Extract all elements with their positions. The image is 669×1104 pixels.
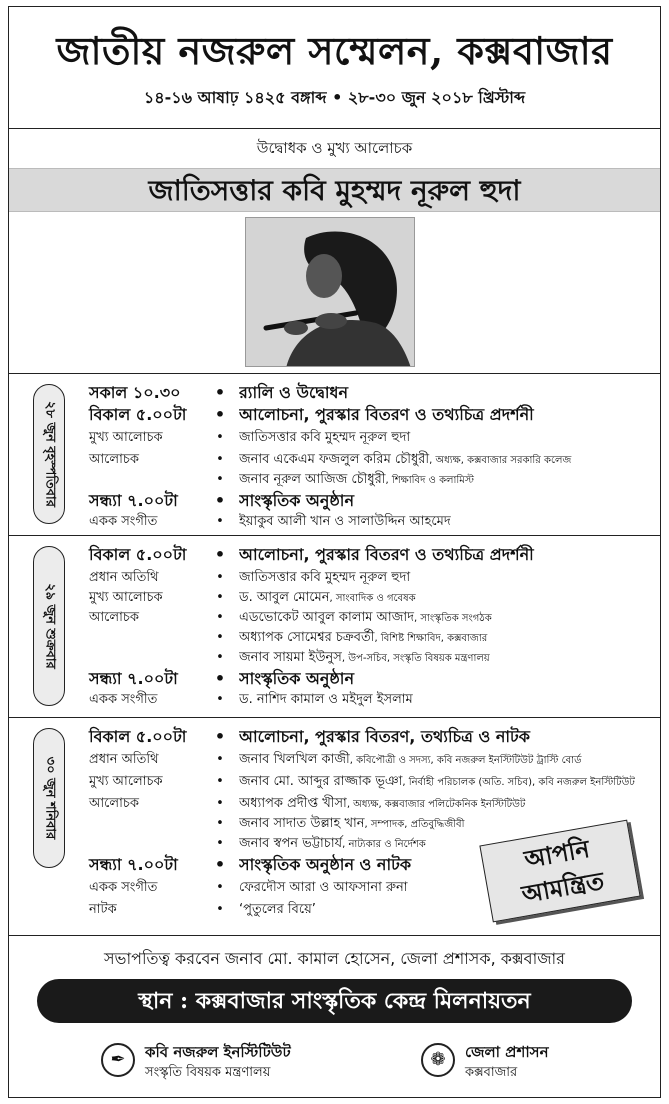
day3-row-6: • জনাব স্বপন ভট্টাচার্য, নাট্যকার ও নির্দেশক [216, 836, 426, 851]
day2-row-6: • জনাব সায়মা ইউনুস, উপ-সচিব, সংস্কৃতি বিষয়ক মন্ত্রণালয় [216, 650, 490, 665]
day1-row-2: বিকাল ৫.০০টা • আলোচনা, পুরস্কার বিতরণ ও তথ্যচিত্র প্রদর্শনী [89, 405, 534, 424]
organizer-nazrul-institute [101, 1037, 361, 1087]
day2-row-7: সন্ধ্যা ৭.০০টা • সাংস্কৃতিক অনুষ্ঠান [89, 669, 354, 688]
inaugurator-name: জাতিসত্তার কবি মুহম্মদ নূরুল হুদা [148, 174, 521, 207]
organizer-sub: সংস্কৃতি বিষয়ক মন্ত্রণালয় [145, 1065, 271, 1080]
day2-row-8: একক সংগীত • ড. নাশিদ কামাল ও মইদুল ইসলাম [89, 692, 413, 707]
page-title: জাতীয় নজরুল সম্মেলন, কক্সবাজার [56, 28, 613, 73]
day-2-tab [33, 546, 65, 706]
day3-row-5: • জনাব সাদাত উল্লাহ খান, সম্পাদক, প্রতিবুদ্ধিজীবী [216, 816, 465, 831]
day-2-section [9, 535, 660, 713]
day-1-label: ২৮ জুন বৃহস্পতিবার [42, 401, 58, 507]
day-3-tab [33, 728, 65, 868]
day3-row-3: মুখ্য আলোচক • জনাব মো. আব্দুর রাজ্জাক ভূঞা, নির্বাহী পরিচালক (অতি. সচিব), কবি নজরুল ইনস্টিটিউট [89, 774, 635, 789]
inaugurator-banner [9, 168, 660, 212]
day-2-label: ২৯ জুন শুক্রবার [42, 583, 58, 669]
day2-row-5: • অধ্যাপক সোমেশ্বর চক্রবর্তী, বিশিষ্ট শিক্ষাবিদ, কক্সবাজার [216, 630, 488, 645]
event-dates: ১৪-১৬ আষাঢ় ১৪২৫ বঙ্গাব্দ • ২৮-৩০ জুন ২০১৮ খ্রিস্টাব্দ [143, 88, 526, 107]
inauguration-block [9, 129, 660, 212]
day1-row-3: মুখ্য আলোচক • জাতিসত্তার কবি মুহম্মদ নূরুল হুদা [89, 430, 411, 445]
day1-row-1: সকাল ১০.৩০ • র‌্যালি ও উদ্বোধন [89, 383, 349, 402]
stamp-line-2: আমন্ত্রিত [519, 865, 607, 909]
header [9, 7, 660, 129]
organizer-district-admin [421, 1037, 621, 1087]
stamp-line-1: আপনি [522, 833, 592, 874]
day2-row-1: বিকাল ৫.০০টা • আলোচনা, পুরস্কার বিতরণ ও তথ্যচিত্র প্রদর্শনী [89, 545, 534, 564]
day1-row-7: একক সংগীত • ইয়াকুব আলী খান ও সালাউদ্দিন আহমেদ [89, 514, 451, 529]
nazrul-institute-logo-icon: ✒ [101, 1043, 135, 1077]
day2-row-3: মুখ্য আলোচক • ড. আবুল মোমেন, সাংবাদিক ও গবেষক [89, 590, 416, 605]
chairperson-line: সভাপতিত্ব করবেন জনাব মো. কামাল হোসেন, জেলা প্রশাসক, কক্সবাজার [9, 935, 660, 973]
day1-row-4: আলোচক • জনাব একেএম ফজলুল করিম চৌধুরী, অধ্যক্ষ, কক্সবাজার সরকারি কলেজ [89, 452, 572, 467]
organizer-name: কবি নজরুল ইনস্টিটিউট [145, 1043, 291, 1061]
day1-row-5: • জনাব নূরুল আজিজ চৌধুরী, শিক্ষাবিদ ও কলামিস্ট [216, 472, 474, 487]
government-seal-logo-icon: ❁ [421, 1043, 455, 1077]
day2-row-4: আলোচক • এডভোকেট আবুল কালাম আজাদ, সাংস্কৃতিক সংগঠক [89, 610, 492, 625]
day3-row-4: আলোচক • অধ্যাপক প্রদীপ্ত খীসা, অধ্যক্ষ, কক্সবাজার পলিটেকনিক ইনস্টিটিউট [89, 796, 526, 811]
venue-banner: স্থান : কক্সবাজার সাংস্কৃতিক কেন্দ্র মিলনায়তন [37, 979, 632, 1023]
day3-row-8: একক সংগীত • ফেরদৌস আরা ও আফসানা রুনা [89, 880, 408, 895]
day-1-section [9, 373, 660, 531]
day1-row-6: সন্ধ্যা ৭.০০টা • সাংস্কৃতিক অনুষ্ঠান [89, 491, 354, 510]
inaugurator-label: উদ্বোধক ও মুখ্য আলোচক [256, 139, 413, 157]
organizer-name: জেলা প্রশাসন [465, 1043, 549, 1061]
organizer-sub: কক্সবাজার [465, 1065, 518, 1080]
day-3-label: ৩০ জুন শনিবার [42, 756, 58, 840]
day3-row-7: সন্ধ্যা ৭.০০টা • সাংস্কৃতিক অনুষ্ঠান ও নাটক [89, 855, 412, 874]
day-1-tab [33, 384, 65, 524]
day3-row-1: বিকাল ৫.০০টা • আলোচনা, পুরস্কার বিতরণ, তথ্যচিত্র ও নাটক [89, 727, 530, 746]
day2-row-2: প্রধান অতিথি • জাতিসত্তার কবি মুহম্মদ নূরুল হুদা [89, 570, 411, 585]
invitation-frame [8, 6, 661, 1098]
day3-row-2: প্রধান অতিথি • জনাব খিলখিল কাজী, কবিপৌত্রী ও সদস্য, কবি নজরুল ইনস্টিটিউট ট্রাস্টি বোর্ড [89, 752, 582, 767]
day3-row-9: নাটক • ‘পুতুলের বিয়ে’ [89, 902, 316, 917]
flute-player-portrait-icon [245, 217, 415, 367]
